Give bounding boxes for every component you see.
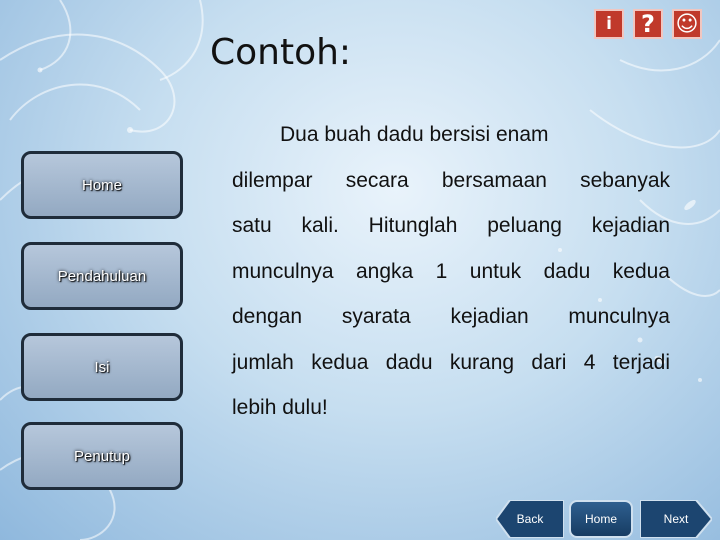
page-title: Contoh:	[210, 32, 352, 73]
back-button-label: Back	[516, 512, 544, 526]
nav-isi-button[interactable]: Isi	[21, 333, 183, 401]
problem-line: dengan syarata kejadian munculnya	[232, 305, 670, 328]
nav-penutup-button[interactable]: Penutup	[21, 422, 183, 490]
top-icon-bar	[594, 9, 702, 39]
home-button-label: Home	[584, 512, 617, 526]
problem-line: satu kali. Hitunglah peluang kejadian	[232, 214, 670, 237]
nav-home-button[interactable]: Home	[21, 151, 183, 219]
problem-text	[232, 112, 670, 431]
problem-line: lebih dulu!	[232, 396, 328, 419]
back-button[interactable]	[496, 500, 564, 538]
problem-line: Dua buah dadu bersisi enam	[280, 123, 549, 146]
bottom-navigation	[0, 500, 720, 540]
home-button[interactable]	[569, 500, 633, 538]
problem-line: jumlah kedua dadu kurang dari 4 terjadi	[232, 350, 670, 374]
next-button-label: Next	[663, 512, 689, 526]
problem-line: munculnya angka 1 untuk dadu kedua	[232, 259, 670, 283]
nav-pendahuluan-button[interactable]: Pendahuluan	[21, 242, 183, 310]
profile-icon[interactable]: ☺	[672, 9, 702, 39]
next-button[interactable]	[640, 500, 712, 538]
info-icon[interactable]: i	[594, 9, 624, 39]
help-icon[interactable]: ?	[633, 9, 663, 39]
problem-line: dilempar secara bersamaan sebanyak	[232, 168, 670, 192]
